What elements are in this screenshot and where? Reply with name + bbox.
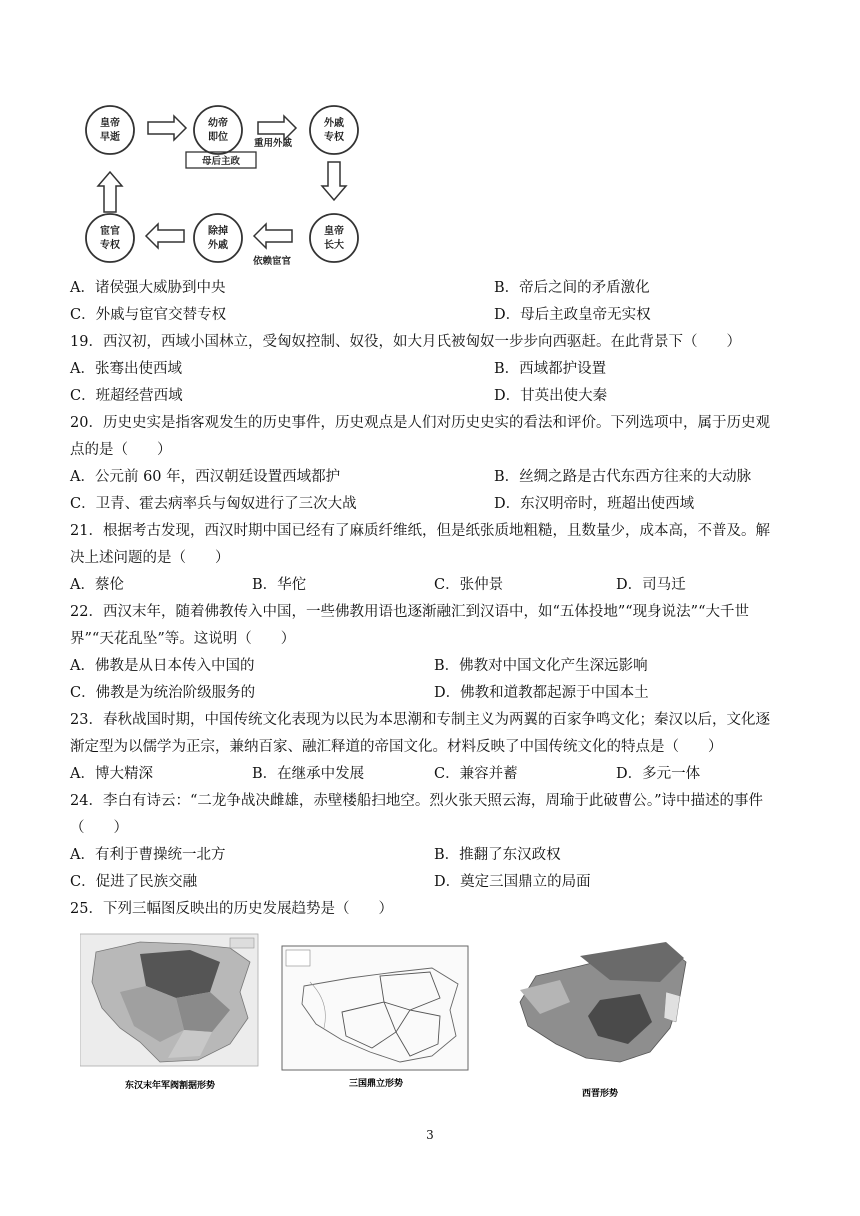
q23-option-c: C．兼容并蓄 xyxy=(434,766,518,782)
q24-option-d: D．奠定三国鼎立的局面 xyxy=(434,874,591,890)
arrow-down xyxy=(322,162,346,200)
arrow-left-1 xyxy=(254,224,292,248)
map-caption-1: 东汉末年军阀割据形势 xyxy=(124,1081,216,1091)
q22-option-d: D．佛教和道教都起源于中国本土 xyxy=(434,685,649,701)
map-late-eastern-han xyxy=(80,934,258,1066)
node-emperor-dies-early xyxy=(86,106,134,154)
q20-option-c: C．卫青、霍去病率兵与匈奴进行了三次大战 xyxy=(70,496,357,512)
svg-text:皇帝: 皇帝 xyxy=(324,226,344,237)
q19-option-a: A．张骞出使西域 xyxy=(70,361,182,377)
node-emperor-grows xyxy=(310,214,358,262)
map-three-kingdoms xyxy=(282,946,468,1070)
q23-option-b: B．在继承中发展 xyxy=(252,766,365,782)
q18-option-d: D．母后主政皇帝无实权 xyxy=(494,307,651,323)
q20-option-a: A．公元前 60 年，西汉朝廷设置西域都护 xyxy=(70,469,341,485)
svg-text:外戚: 外戚 xyxy=(324,118,344,129)
q19-option-d: D．甘英出使大秦 xyxy=(494,388,608,404)
q21-option-c: C．张仲景 xyxy=(434,577,504,593)
node-text-1b: 早逝 xyxy=(100,132,120,143)
q21-stem-line2: 决上述问题的是（ ） xyxy=(70,550,230,566)
q21-option-a: A．蔡伦 xyxy=(70,577,124,593)
svg-text:即位: 即位 xyxy=(208,132,228,143)
label-rely-eunuch: 依赖宦官 xyxy=(253,256,292,267)
node-waiqi-power xyxy=(310,106,358,154)
map-caption-2: 三国鼎立形势 xyxy=(348,1079,404,1089)
map-western-jin xyxy=(516,932,688,1066)
q21-stem-line1: 21．根据考古发现，西汉时期中国已经有了麻质纤维纸，但是纸张质地粗糙，且数量少，成本高，不普及。解 xyxy=(70,523,770,539)
q21-option-d: D．司马迁 xyxy=(616,577,686,593)
q18-option-b: B．帝后之间的矛盾激化 xyxy=(494,280,650,296)
q22-option-c: C．佛教是为统治阶级服务的 xyxy=(70,685,256,701)
map-caption-3: 西晋形势 xyxy=(581,1089,619,1099)
label-heavy-use-waiqi: 重用外戚 xyxy=(254,138,293,149)
q23-stem-line2: 渐定型为以儒学为正宗，兼纳百家、融汇释道的帝国文化。材料反映了中国传统文化的特点是（ ） xyxy=(70,739,723,755)
q23-option-a: A．博大精深 xyxy=(70,766,153,782)
arrow-left-2 xyxy=(146,224,184,248)
label-empress-regent: 母后主政 xyxy=(201,156,241,167)
historical-maps xyxy=(80,932,700,1102)
q23-option-d: D．多元一体 xyxy=(616,766,701,782)
page-number: 3 xyxy=(426,1128,434,1142)
q24-stem-line1: 24．李白有诗云：“二龙争战决雌雄，赤壁楼船扫地空。烈火张天照云海，周瑜于此破曹公。”诗中描述的事件 xyxy=(70,793,764,809)
q22-option-a: A．佛教是从日本传入中国的 xyxy=(70,658,255,674)
q20-option-b: B．丝绸之路是古代东西方往来的大动脉 xyxy=(494,469,752,485)
arrow-up xyxy=(98,172,122,212)
svg-text:幼帝: 幼帝 xyxy=(208,118,228,129)
node-young-emperor xyxy=(194,106,242,154)
svg-text:长大: 长大 xyxy=(324,240,344,251)
q25-stem: 25．下列三幅图反映出的历史发展趋势是（ ） xyxy=(70,901,393,917)
svg-text:除掉: 除掉 xyxy=(208,226,228,237)
q21-option-b: B．华佗 xyxy=(252,577,307,593)
q19-option-b: B．西域都护设置 xyxy=(494,361,607,377)
q24-stem-line2: （ ） xyxy=(70,820,128,836)
q24-option-a: A．有利于曹操统一北方 xyxy=(70,847,226,863)
arrow-right-2 xyxy=(258,116,296,140)
node-text-1a: 皇帝 xyxy=(100,118,120,129)
q18-option-a: A．诸侯强大威胁到中央 xyxy=(70,280,226,296)
arrow-right-1 xyxy=(148,116,186,140)
svg-text:宦官: 宦官 xyxy=(100,226,120,237)
q24-option-c: C．促进了民族交融 xyxy=(70,874,198,890)
q19-stem: 19．西汉初，西域小国林立，受匈奴控制、奴役，如大月氏被匈奴一步步向西驱赶。在此背景下（ ） xyxy=(70,334,741,350)
svg-text:专权: 专权 xyxy=(100,240,120,251)
q22-option-b: B．佛教对中国文化产生深远影响 xyxy=(434,658,648,674)
historical-cycle-diagram xyxy=(78,100,368,270)
q20-option-d: D．东汉明帝时，班超出使西域 xyxy=(494,496,695,512)
node-remove-waiqi xyxy=(194,214,242,262)
q24-option-b: B．推翻了东汉政权 xyxy=(434,847,561,863)
svg-text:外戚: 外戚 xyxy=(208,240,228,251)
node-eunuch-power xyxy=(86,214,134,262)
q20-stem-line2: 点的是（ ） xyxy=(70,442,172,458)
q18-option-c: C．外戚与宦官交替专权 xyxy=(70,307,227,323)
svg-text:专权: 专权 xyxy=(324,132,344,143)
q22-stem-line2: 界”“天花乱坠”等。这说明（ ） xyxy=(70,631,296,647)
q20-stem-line1: 20．历史史实是指客观发生的历史事件，历史观点是人们对历史史实的看法和评价。下列选项中，属于历史观 xyxy=(70,415,770,431)
q22-stem-line1: 22．西汉末年，随着佛教传入中国，一些佛教用语也逐渐融汇到汉语中，如“五体投地”“现身说法”“大千世 xyxy=(70,604,750,620)
q23-stem-line1: 23．春秋战国时期，中国传统文化表现为以民为本思潮和专制主义为两翼的百家争鸣文化；秦汉以后，文化逐 xyxy=(70,712,770,728)
q19-option-c: C．班超经营西域 xyxy=(70,388,183,404)
